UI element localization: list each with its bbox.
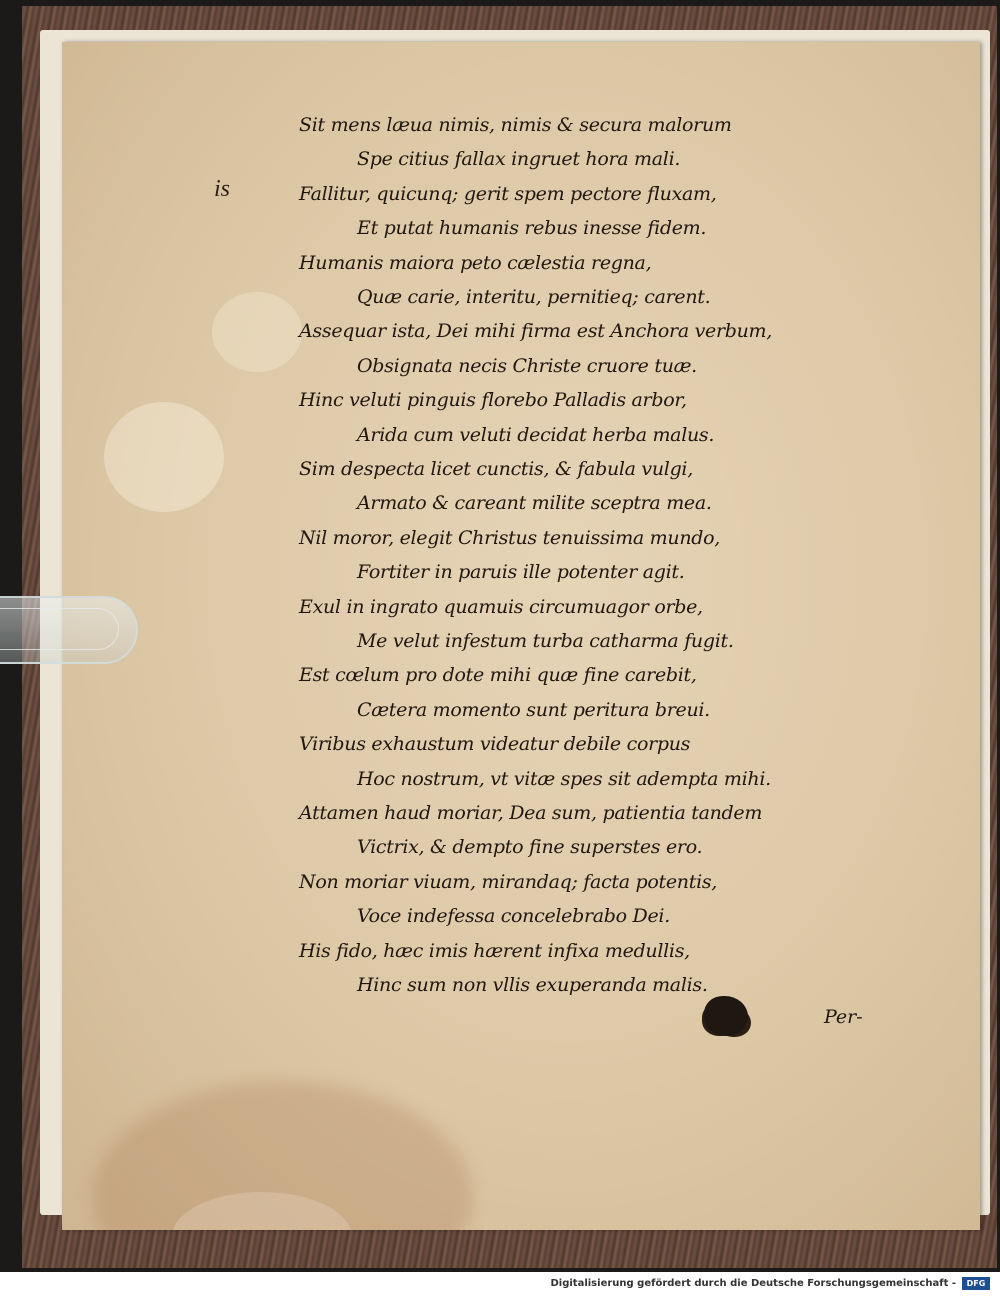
paper-clip-icon-inner [0,608,119,650]
verse-line: Sit mens læua nimis, nimis & secura malorum [299,114,732,136]
catchword: Per- [824,1006,863,1028]
verse-line: Non moriar viuam, mirandaq; facta potentis, [299,871,718,893]
water-stain [212,292,302,372]
verse-line: Me velut infestum turba catharma fugit. [357,630,734,652]
verse-line: Viribus exhaustum videatur debile corpus [299,733,691,755]
verse-line: Assequar ista, Dei mihi firma est Anchora verbum, [299,320,773,342]
verse-line: Humanis maiora peto cælestia regna, [299,252,652,274]
verse-line: Voce indefessa concelebrabo Dei. [357,905,670,927]
verse-line: Obsignata necis Christe cruore tuæ. [357,355,697,377]
verse-line: Quæ carie, interitu, pernitieq; carent. [357,286,711,308]
verse-line: Fortiter in paruis ille potenter agit. [357,561,685,583]
verse-line: Arida cum veluti decidat herba malus. [357,424,715,446]
verse-line: Et putat humanis rebus inesse fidem. [357,217,707,239]
verse-line: Fallitur, quicunq; gerit spem pectore fluxam, [299,183,717,205]
water-stain [104,402,224,512]
verse-line: Hinc sum non vllis exuperanda malis. [357,974,708,996]
water-stain [172,1192,352,1230]
verse-line: Hoc nostrum, vt vitæ spes sit adempta mihi. [357,768,771,790]
verse-line: Cætera momento sunt peritura breui. [357,699,710,721]
verse-line: Armato & careant milite sceptra mea. [357,492,712,514]
verse-line: Sim despecta licet cunctis, & fabula vulgi, [299,458,693,480]
verse-line: His fido, hæc imis hærent infixa medullis, [299,940,690,962]
water-stain [92,1082,472,1230]
verse-line: Spe citius fallax ingruet hora mali. [357,148,681,170]
margin-note: is [214,176,231,202]
verse-line: Attamen haud moriar, Dea sum, patientia tandem [299,802,763,824]
ink-blot [704,996,748,1036]
verse-line: Exul in ingrato quamuis circumuagor orbe, [299,596,703,618]
verse-line: Nil moror, elegit Christus tenuissima mundo, [299,527,721,549]
footer-credit: Digitalisierung gefördert durch die Deutsche Forschungsgemeinschaft - [550,1278,956,1289]
verse-line: Est cœlum pro dote mihi quæ fine carebit, [299,664,697,686]
verse-line: Victrix, & dempto fine superstes ero. [357,836,703,858]
footer-bar [0,1272,1000,1297]
verse-line: Hinc veluti pinguis florebo Palladis arbor, [299,389,687,411]
dfg-logo-icon: DFG [962,1277,990,1290]
